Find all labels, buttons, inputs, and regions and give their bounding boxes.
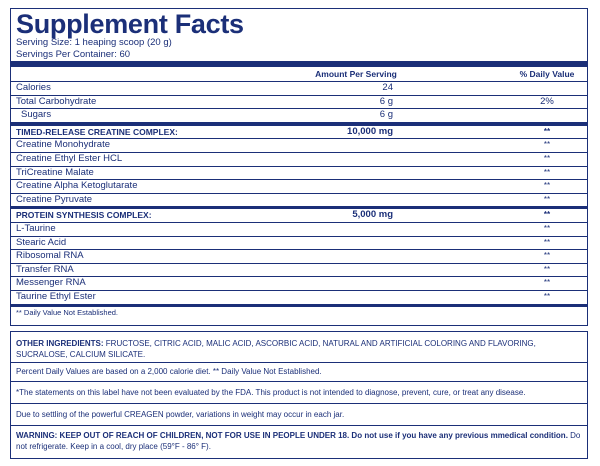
other-ingredients-label: OTHER INGREDIENTS: (16, 339, 104, 348)
ingredient-row: L-Taurine ** (11, 222, 587, 236)
other-ingredients-text: FRUCTOSE, CITRIC ACID, MALIC ACID, ASCORBIC ACID, NATURAL AND ARTIFICIAL COLORING AND FLAVORING, SUCRALOSE, CALCIUM SILICATE. (16, 339, 536, 359)
ingredient-row: Taurine Ethyl Ester ** (11, 290, 587, 304)
ingredient-row: Creatine Alpha Ketoglutarate ** (11, 179, 587, 193)
other-ingredients (11, 332, 587, 362)
percent-daily-note: Percent Daily Values are based on a 2,000 calorie diet. ** Daily Value Not Established. (11, 362, 587, 381)
amount-header: Amount Per Serving (315, 69, 397, 79)
warning-note (11, 425, 587, 457)
column-header-row (11, 67, 587, 81)
warning-plain-text: Do not refrigerate. Keep in a cool, dry place (59°F - 86° F). (16, 431, 581, 451)
ingredient-row: Ribosomal RNA ** (11, 249, 587, 263)
panel-title: Supplement Facts (16, 9, 244, 39)
fda-disclaimer: *The statements on this label have not been evaluated by the FDA. This product is not intended to diagnose, prevent, cure, or treat any disease. (11, 381, 587, 403)
nutrient-row-calories: Calories 24 (11, 81, 587, 95)
ingredient-row: Creatine Ethyl Ester HCL ** (11, 152, 587, 166)
warning-bold-text: WARNING: KEEP OUT OF REACH OF CHILDREN, NOT FOR USE IN PEOPLE UNDER 18. Do not use if you have any previous mmedical condition. (16, 431, 568, 440)
settling-note: Due to settling of the powerful CREAGEN powder, variations in weight may occur in each jar. (11, 403, 587, 425)
nutrient-row-carbohydrate: Total Carbohydrate 6 g 2% (11, 95, 587, 109)
creatine-complex-row: TIMED-RELEASE CREATINE COMPLEX: 10,000 mg ** (16, 125, 551, 137)
nutrient-row-sugars: Sugars 6 g (11, 108, 587, 122)
protein-complex-row: PROTEIN SYNTHESIS COMPLEX: 5,000 mg ** (16, 209, 551, 221)
ingredient-row: TriCreatine Malate ** (11, 166, 587, 180)
ingredient-row: Transfer RNA ** (11, 263, 587, 277)
ingredient-row: Creatine Monohydrate ** (11, 138, 587, 152)
ingredient-row: Creatine Pyruvate ** (11, 193, 587, 207)
servings-per-container: Servings Per Container: 60 (16, 49, 131, 60)
supplement-facts-panel (10, 8, 588, 326)
serving-size: Serving Size: 1 heaping scoop (20 g) (16, 37, 172, 48)
ingredient-row: Stearic Acid ** (11, 236, 587, 250)
daily-value-footnote: ** Daily Value Not Established. (16, 307, 118, 317)
label-notes-panel (10, 331, 588, 459)
ingredient-row: Messenger RNA ** (11, 276, 587, 290)
dv-header: % Daily Value (519, 69, 575, 79)
